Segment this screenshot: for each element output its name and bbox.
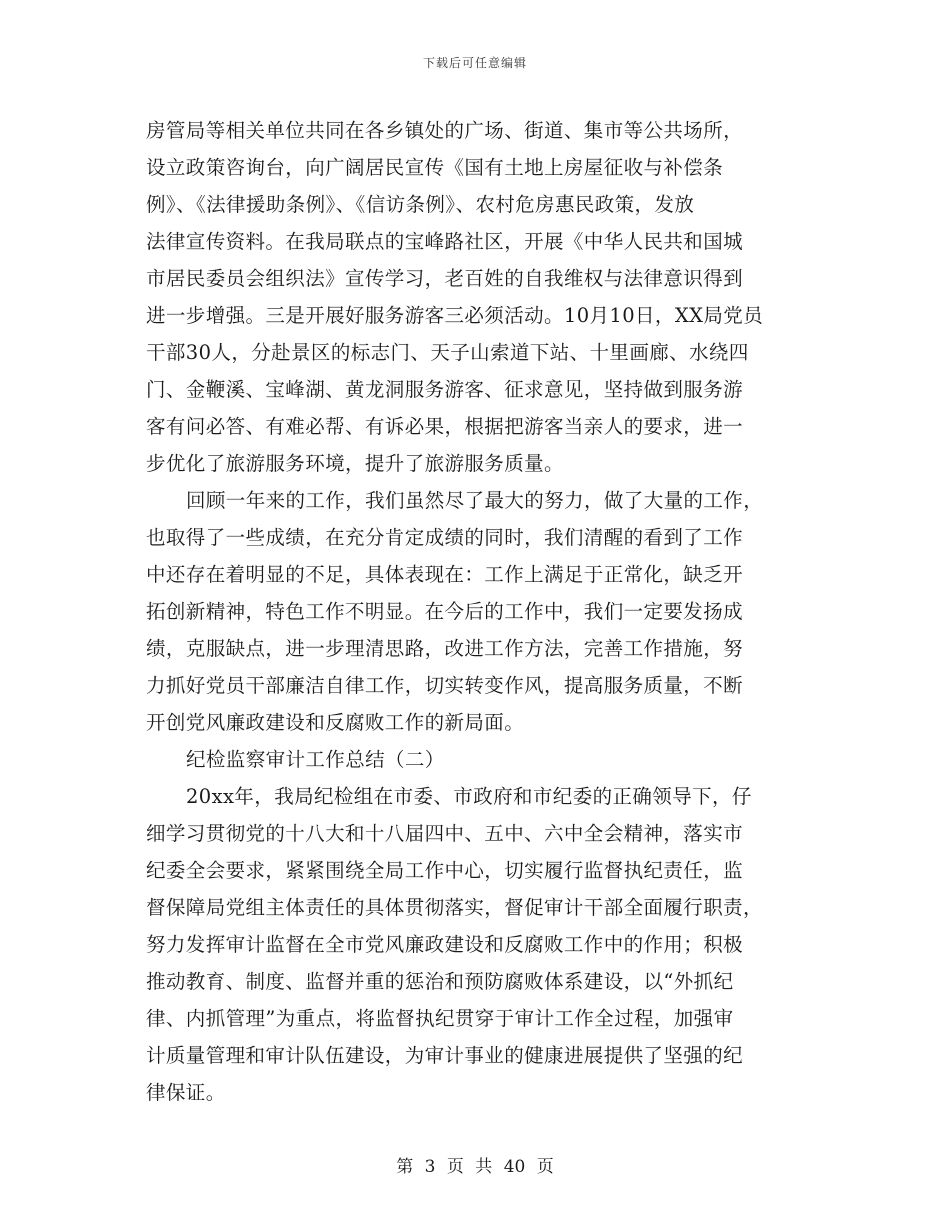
text-line: 律保证。 [146,1081,226,1104]
text-line: 推动教育、制度、监督并重的惩治和预防腐败体系建设，以“外抓纪 [146,970,734,993]
text-line: 门、金鞭溪、宝峰湖、黄龙洞服务游客、征求意见，坚持做到服务游 [146,378,744,401]
text-line: 律、内抓管理”为重点，将监督执纪贯穿于审计工作全过程，加强审 [146,1007,734,1030]
page-header: 下载后可任意编辑 [422,56,527,70]
text-line: 房管局等相关单位共同在各乡镇处的广场、街道、集市等公共场所， [146,119,744,142]
text-line: 纪检监察审计工作总结（二） [186,748,445,771]
page-number-footer: 第 3 页 共 40 页 [396,1157,554,1177]
text-line: 20xx年，我局纪检组在市委、市政府和市纪委的正确领导下，仔 [186,785,752,808]
text-line: 回顾一年来的工作，我们虽然尽了最大的努力，做了大量的工作， [186,489,764,512]
text-line: 细学习贯彻党的十八大和十八届四中、五中、六中全会精神，落实市 [146,822,744,845]
text-line: 客有问必答、有难必帮、有诉必果，根据把游客当亲人的要求，进一 [146,415,744,438]
text-line: 设立政策咨询台，向广阔居民宣传《国有土地上房屋征收与补偿条 [146,156,724,179]
text-line: 步优化了旅游服务环境，提升了旅游服务质量。 [146,452,564,475]
document-body [146,112,818,1111]
text-line: 中还存在着明显的不足，具体表现在：工作上满足于正常化，缺乏开 [146,563,744,586]
text-line: 纪委全会要求，紧紧围绕全局工作中心，切实履行监督执纪责任，监 [146,859,744,882]
text-line: 督保障局党组主体责任的具体贯彻落实，督促审计干部全面履行职责， [146,896,763,919]
text-line: 例》、《法律援助条例》、《信访条例》、农村危房惠民政策，发放 [146,193,695,216]
text-line: 法律宣传资料。在我局联点的宝峰路社区，开展《中华人民共和国城 [146,230,744,253]
text-line: 力抓好党员干部廉洁自律工作，切实转变作风，提高服务质量，不断 [146,674,744,697]
text-line: 开创党风廉政建设和反腐败工作的新局面。 [146,711,525,734]
text-line: 计质量管理和审计队伍建设，为审计事业的健康进展提供了坚强的纪 [146,1044,744,1067]
text-line: 也取得了一些成绩，在充分肯定成绩的同时，我们清醒的看到了工作 [146,526,744,549]
text-line: 干部30人，分赴景区的标志门、天子山索道下站、十里画廊、水绕四 [146,341,749,364]
text-line: 市居民委员会组织法》宣传学习，老百姓的自我维权与法律意识得到 [146,267,744,290]
text-line: 努力发挥审计监督在全市党风廉政建设和反腐败工作中的作用；积极 [146,933,744,956]
text-line: 拓创新精神，特色工作不明显。在今后的工作中，我们一定要发扬成 [146,600,744,623]
text-line: 进一步增强。三是开展好服务游客三必须活动。10月10日，XX局党员 [146,304,764,327]
text-line: 绩，克服缺点，进一步理清思路，改进工作方法，完善工作措施，努 [146,637,744,660]
